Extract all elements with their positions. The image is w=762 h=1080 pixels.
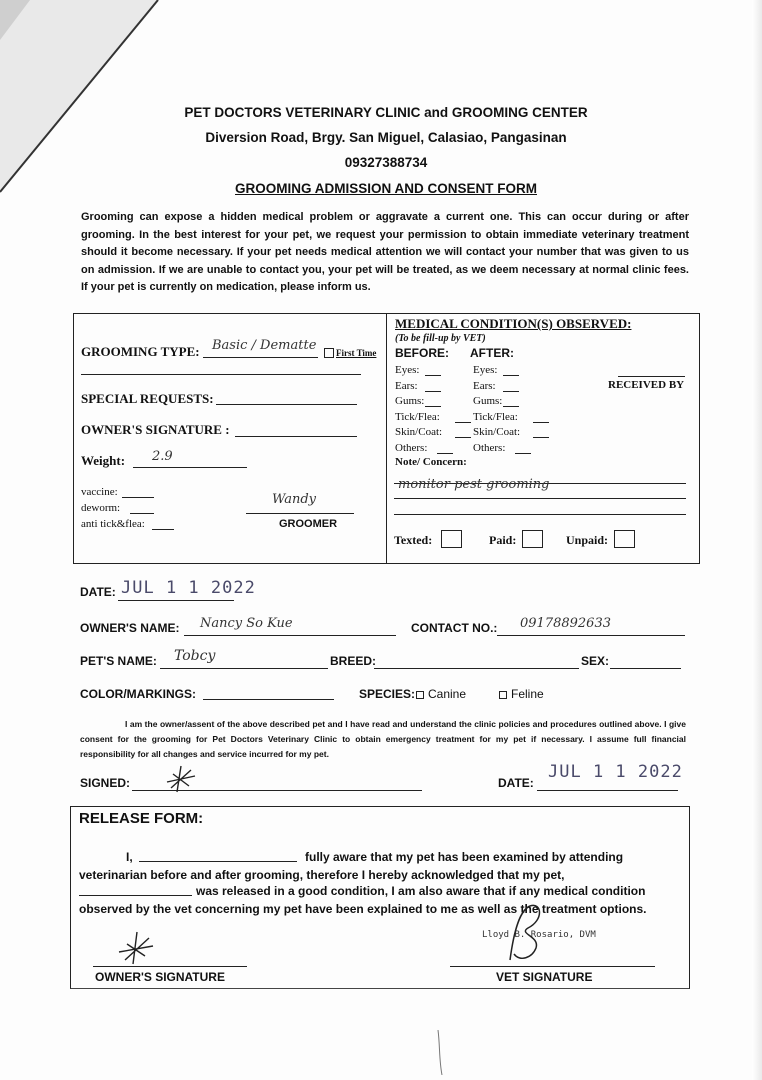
grooming-type-value[interactable]: Basic / Dematte [212,338,317,353]
owner-signature-mark [163,764,199,794]
note-value[interactable]: monitor pest grooming [398,477,550,492]
note-line-3 [394,514,686,515]
owner-name-label: OWNER'S NAME: [80,621,180,635]
clinic-name: PET DOCTORS VETERINARY CLINIC and GROOMING CENTER [184,105,588,120]
sex-label: SEX: [581,654,610,668]
species-label: SPECIES: [359,687,416,701]
weight-label: Weight: [81,453,126,468]
after-item-label: Others: [473,441,506,454]
consent-date-line [537,790,678,791]
color-line[interactable] [203,699,334,700]
grooming-type-line [203,357,318,358]
release-owner-signature-label: OWNER'S SIGNATURE [95,970,225,984]
release-line1-end: fully aware that my pet has been examined by attending [305,850,624,864]
deworm-line[interactable] [130,513,154,514]
release-line1-start: I, [126,850,133,864]
pet-name-value[interactable]: Tobcy [174,648,216,664]
special-requests-line[interactable] [216,404,357,405]
groomer-signature: Wandy [272,492,317,507]
after-item-line[interactable] [533,422,549,423]
canine-label: Canine [428,687,467,701]
form-title: GROOMING ADMISSION AND CONSENT FORM [235,181,537,196]
before-item-label: Eyes: [395,364,420,376]
antitick-label: anti tick&flea: [81,518,145,530]
clinic-address: Diversion Road, Brgy. San Miguel, Calasiao, Pangasinan [205,130,567,145]
paid-checkbox[interactable] [522,530,543,548]
color-label: COLOR/MARKINGS: [80,687,196,701]
vaccine-line[interactable] [122,497,154,498]
unpaid-checkbox[interactable] [614,530,635,548]
received-by-line[interactable] [618,376,685,377]
texted-label: Texted: [394,533,433,547]
feline-label: Feline [511,687,544,701]
release-line2: veterinarian before and after grooming, therefore I hereby acknowledged that my pet, [79,868,565,882]
owner-signature-line[interactable] [235,436,357,437]
before-item-line[interactable] [455,422,471,423]
note-label: Note/ Concern: [395,456,467,468]
vaccine-label: vaccine: [81,486,118,498]
before-item-line[interactable] [437,453,453,454]
page-fold-corner [0,0,160,200]
release-pet-name-line[interactable] [79,895,192,896]
before-item-line[interactable] [425,375,441,376]
special-requests-label: SPECIAL REQUESTS: [81,391,214,406]
after-item-label: Skin/Coat: [473,426,521,438]
medical-subtitle: (To be fill-up by VET) [395,333,486,344]
breed-label: BREED: [330,654,377,668]
weight-value[interactable]: 2.9 [152,449,173,464]
antitick-line[interactable] [152,529,174,530]
owner-name-line [184,635,396,636]
vet-stamp-name: Lloyd B. Rosario, DVM [482,930,596,940]
after-label: AFTER: [470,346,514,360]
release-owner-signature-line[interactable] [93,966,247,967]
before-item-label: Gums: [395,395,425,407]
date-stamp[interactable]: JUL 1 1 2022 [121,578,256,598]
unpaid-label: Unpaid: [566,533,609,547]
after-item-line[interactable] [503,375,519,376]
received-by-label: RECEIVED BY [608,379,685,391]
paper-mark [436,1030,444,1075]
before-item-line[interactable] [425,391,441,392]
feline-checkbox[interactable] [499,691,507,699]
owner-name-value[interactable]: Nancy So Kue [200,616,293,631]
owner-signature-label: OWNER'S SIGNATURE : [81,422,230,437]
intro-paragraph: Grooming can expose a hidden medical problem or aggravate a current one. This can occur during or after grooming. In the best interest for your pet, we request your permission to obtain immediate veterinary treatment should it become necessary. If your pet needs medical attention we will contact your number that was given to us on admission. If we are unable to contact you, your pet will be treated, as we deem necessary at normal clinic fees. If your pet is currently on medication, please inform us. [81,211,689,293]
before-item-line[interactable] [425,406,441,407]
after-item-line[interactable] [515,453,531,454]
release-owner-signature-mark [115,930,159,966]
first-time-label: First Time [336,348,377,358]
after-item-line[interactable] [503,406,519,407]
before-item-line[interactable] [455,437,471,438]
after-item-line[interactable] [503,391,519,392]
clinic-phone: 09327388734 [344,155,428,170]
note-line-2 [394,498,686,499]
canine-checkbox[interactable] [416,691,424,699]
consent-date-stamp[interactable]: JUL 1 1 2022 [548,762,683,782]
vet-signature-line[interactable] [450,966,655,967]
texted-checkbox[interactable] [441,530,462,548]
consent-date-label: DATE: [498,776,534,790]
contact-line [497,635,685,636]
before-item-label: Tick/Flea: [395,410,440,423]
before-item-label: Others: [395,441,428,454]
paid-label: Paid: [489,533,517,547]
consent-text: I am the owner/assent of the above described pet and I have read and understand the clinic policies and procedures outlined above. I give consent for the grooming for Pet Doctors Veterinary Clinic to obtain emergency treatment for my pet if necessary. I assume full financial responsibility for all changes and service incurred for my pet. [80,719,686,759]
signed-label: SIGNED: [80,776,131,790]
after-item-label: Ears: [473,379,496,392]
grooming-type-extra-line [81,374,361,375]
pet-name-line [160,668,328,669]
weight-line [133,467,247,468]
deworm-label: deworm: [81,502,121,514]
contact-label: CONTACT NO.: [411,621,498,635]
groomer-label: GROOMER [279,518,338,530]
breed-line[interactable] [374,668,579,669]
release-line3: was released in a good condition, I am also aware that if any medical condition [196,884,646,898]
release-title: RELEASE FORM: [79,810,204,827]
pet-name-label: PET'S NAME: [80,654,157,668]
after-item-label: Gums: [473,395,503,407]
after-item-line[interactable] [533,437,549,438]
release-owner-name-line[interactable] [139,861,297,862]
after-item-label: Eyes: [473,364,498,376]
vet-signature-mark [500,900,550,970]
date-line [118,600,234,601]
groomer-line [246,513,354,514]
vet-signature-label: VET SIGNATURE [496,970,593,984]
release-line4: observed by the vet concerning my pet have been explained to me as well as the treatment options. [79,902,647,916]
before-item-label: Skin/Coat: [395,426,443,438]
contact-value[interactable]: 09178892633 [520,616,611,631]
grooming-type-label: GROOMING TYPE: [81,344,200,359]
medical-title: MEDICAL CONDITION(S) OBSERVED: [395,316,632,331]
before-label: BEFORE: [395,346,449,360]
before-item-label: Ears: [395,379,418,392]
after-item-label: Tick/Flea: [473,410,518,423]
date-label: DATE: [80,585,116,599]
sex-line[interactable] [610,668,681,669]
admission-box-divider [386,313,387,564]
first-time-checkbox[interactable] [324,348,334,358]
